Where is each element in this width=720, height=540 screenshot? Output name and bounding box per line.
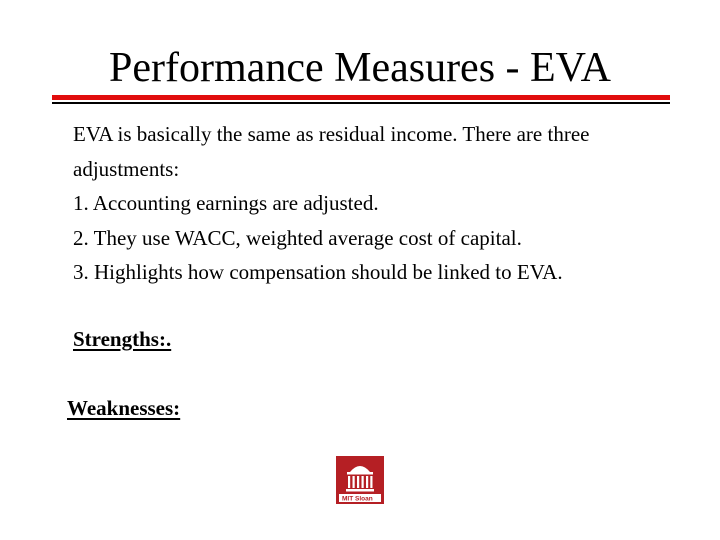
body-line: EVA is basically the same as residual income. There are three xyxy=(73,122,590,146)
strengths-heading: Strengths:. xyxy=(73,327,172,351)
svg-text:MIT Sloan: MIT Sloan xyxy=(342,495,373,503)
title-underline-black xyxy=(52,102,670,104)
slide-title: Performance Measures - EVA xyxy=(109,45,611,91)
mit-sloan-logo-icon xyxy=(336,456,384,504)
body-line: 3. Highlights how compensation should be linked to EVA. xyxy=(73,260,563,284)
body-line: 2. They use WACC, weighted average cost of capital. xyxy=(73,225,522,250)
slide-body xyxy=(73,117,713,290)
body-line: adjustments: xyxy=(73,156,180,181)
weaknesses-heading: Weaknesses: xyxy=(67,396,181,420)
body-line: 1. Accounting earnings are adjusted. xyxy=(73,191,379,215)
title-underline-red xyxy=(52,95,670,100)
